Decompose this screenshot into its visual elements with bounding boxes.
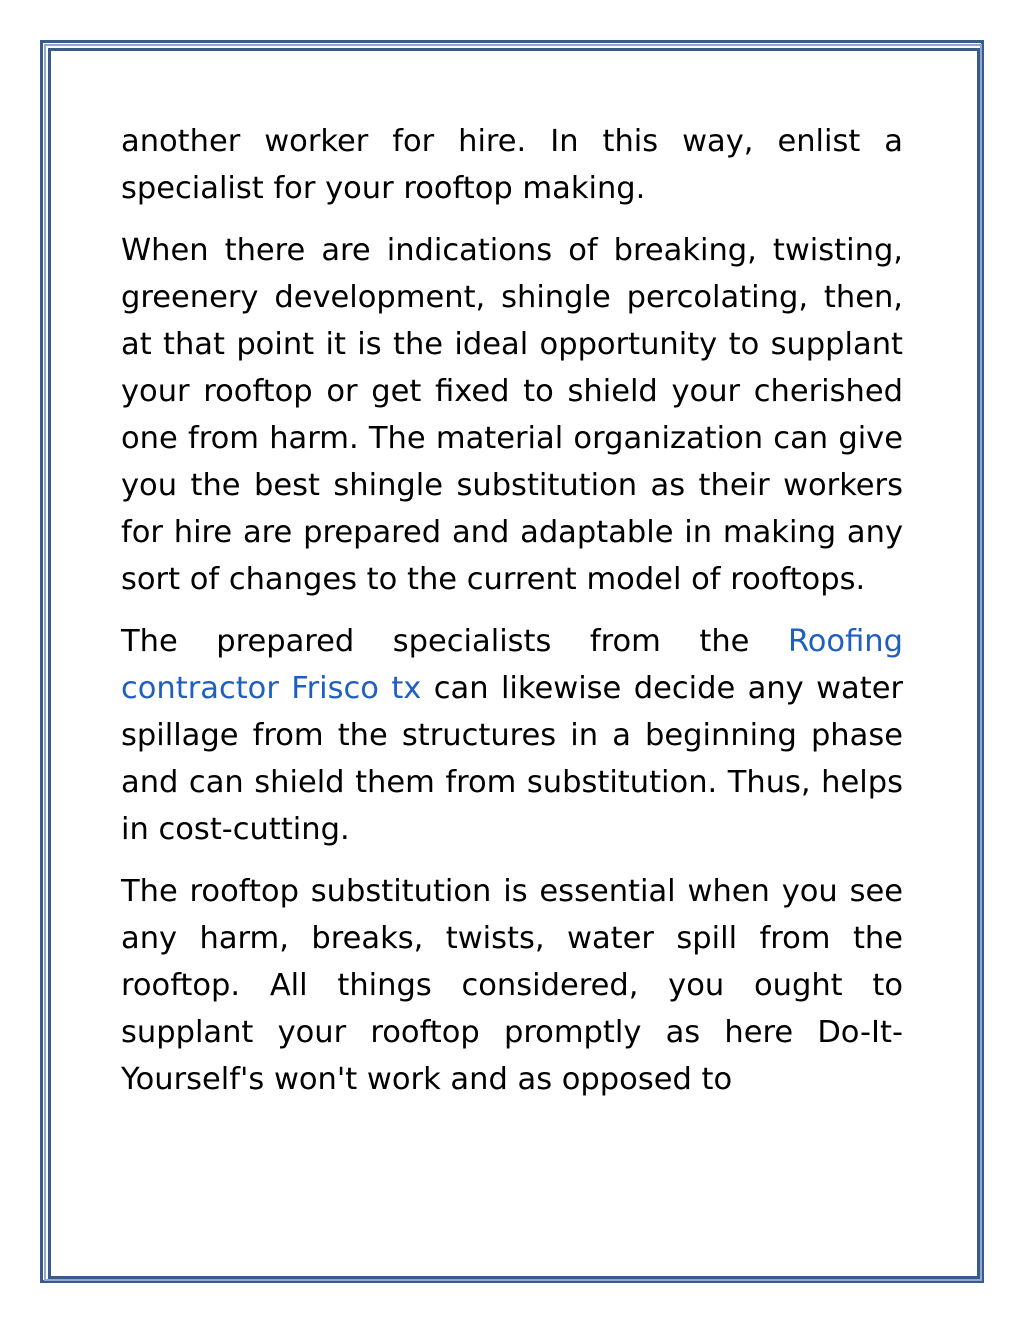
paragraph-3 — [121, 618, 903, 853]
paragraph-1: another worker for hire. In this way, enlist a specialist for your rooftop making. — [121, 124, 903, 206]
paragraph-3-text-after: can likewise decide any water spillage from the structures in a beginning phase and can shield them from substitution. Thus, helps in cost-cutting. — [121, 671, 903, 847]
paragraph-3-text-before: The prepared specialists from the — [121, 624, 788, 659]
paragraph-4: The rooftop substitution is essential when you see any harm, breaks, twists, water spill from the rooftop. All things considered, you ought to supplant your rooftop promptly as here Do-It-Yourself's won't work and as opposed to — [121, 874, 903, 1097]
roofing-contractor-link[interactable]: Roofing contractor Frisco tx — [121, 624, 903, 706]
paragraph-2: When there are indications of breaking, twisting, greenery development, shingle percolating, then, at that point it is the ideal opportunity to supplant your rooftop or get fixed to shield your cherished one from harm. The material organization can give you the best shingle substitution as their workers for hire are prepared and adaptable in making any sort of changes to the current model of rooftops. — [121, 233, 903, 597]
document-body — [121, 118, 903, 1118]
